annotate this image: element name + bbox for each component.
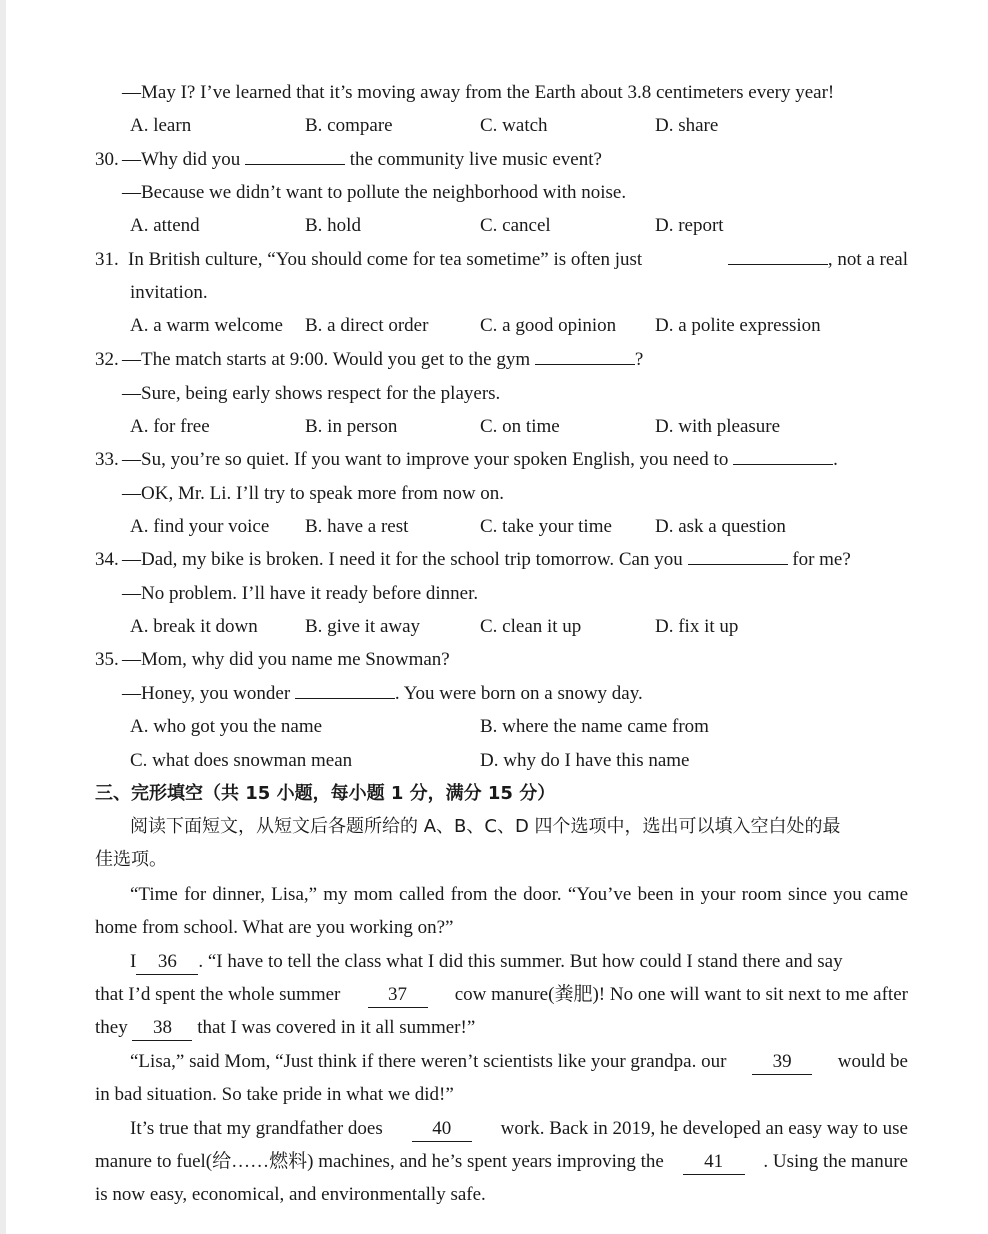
- passage-p4-line-2: manure to fuel(给……燃料) machines, and he’s spent years improving the 41 . Using the manure: [0, 1145, 988, 1178]
- q34-option-a[interactable]: A. break it down: [130, 616, 258, 637]
- q31-option-c[interactable]: C. a good opinion: [480, 315, 617, 336]
- q34-option-b[interactable]: B. give it away: [305, 616, 421, 637]
- q34-answer-blank: [688, 544, 788, 565]
- cloze-blank-38: 38: [132, 1016, 192, 1041]
- q35-stem: 35. —Mom, why did you name me Snowman?: [0, 643, 988, 676]
- q34-response: —No problem. I’ll have it ready before dinner.: [122, 583, 479, 604]
- q34-option-d[interactable]: D. fix it up: [655, 616, 739, 637]
- q33-option-d[interactable]: D. ask a question: [655, 516, 786, 537]
- q29-dialogue-line: —May I? I’ve learned that it’s moving away from the Earth about 3.8 centimeters every year!: [122, 82, 835, 103]
- q31-option-b[interactable]: B. a direct order: [305, 315, 429, 336]
- q35-option-b[interactable]: B. where the name came from: [480, 716, 709, 737]
- q29-option-c[interactable]: C. watch: [480, 115, 548, 136]
- q35-option-a[interactable]: A. who got you the name: [130, 716, 323, 737]
- passage-p2-line-2: that I’d spent the whole summer 37 cow manure(粪肥)! No one will want to sit next to me after: [0, 978, 988, 1011]
- q35-option-c[interactable]: C. what does snowman mean: [130, 750, 353, 771]
- section-3-instruction-line-1: 阅读下面短文，从短文后各题所给的 A、B、C、D 四个选项中，选出可以填入空白处的最: [130, 816, 841, 837]
- q30-answer-blank: [245, 144, 345, 165]
- q34-options: [0, 610, 988, 643]
- q30-option-d[interactable]: D. report: [655, 215, 724, 236]
- q35-options-row-2: [0, 744, 988, 777]
- q31-answer-blank: [728, 244, 828, 265]
- q35-answer-blank: [295, 678, 395, 699]
- passage-p2-line-1: I 36 . “I have to tell the class what I did this summer. But how could I stand there and say: [0, 945, 988, 978]
- q32-option-b[interactable]: B. in person: [305, 416, 398, 437]
- q31-options: [0, 309, 988, 342]
- q29-option-b[interactable]: B. compare: [305, 115, 393, 136]
- q29-options: [0, 109, 988, 142]
- section-3-instruction-line-2: 佳选项。: [95, 849, 167, 870]
- q33-option-b[interactable]: B. have a rest: [305, 516, 409, 537]
- q33-option-a[interactable]: A. find your voice: [130, 516, 270, 537]
- q29-option-a[interactable]: A. learn: [130, 115, 192, 136]
- cloze-blank-37: 37: [368, 983, 428, 1008]
- q33-answer-blank: [733, 444, 833, 465]
- q30-option-b[interactable]: B. hold: [305, 215, 361, 236]
- cloze-blank-39: 39: [752, 1050, 812, 1075]
- q34-stem: 34. —Dad, my bike is broken. I need it for the school trip tomorrow. Can you for me?: [0, 543, 988, 576]
- q33-options: [0, 510, 988, 543]
- q32-answer-blank: [535, 344, 635, 365]
- q33-response: —OK, Mr. Li. I’ll try to speak more from now on.: [122, 483, 505, 504]
- q30-response: —Because we didn’t want to pollute the neighborhood with noise.: [122, 182, 627, 203]
- q32-response: —Sure, being early shows respect for the players.: [122, 383, 501, 404]
- cloze-blank-36: 36: [136, 950, 198, 975]
- passage-p2-line-3: they 38 that I was covered in it all summer!”: [0, 1011, 988, 1044]
- q31-option-d[interactable]: D. a polite expression: [655, 315, 821, 336]
- q31-stem-continued: invitation.: [130, 282, 208, 303]
- section-3-heading: 三、完形填空（共 15 小题，每小题 1 分，满分 15 分）: [95, 783, 556, 804]
- passage-p4-line-1: It’s true that my grandfather does 40 work. Back in 2019, he developed an easy way to use: [0, 1112, 988, 1145]
- q31-option-a[interactable]: A. a warm welcome: [130, 315, 283, 336]
- q35-option-d[interactable]: D. why do I have this name: [480, 750, 690, 771]
- passage-p1-line-1: “Time for dinner, Lisa,” my mom called from the door. “You’ve been in your room since you came: [130, 884, 908, 905]
- question-number: 33.: [95, 449, 119, 470]
- passage-p1-line-2: home from school. What are you working on?”: [95, 917, 454, 938]
- q32-option-c[interactable]: C. on time: [480, 416, 560, 437]
- passage-p3-line-1: “Lisa,” said Mom, “Just think if there weren’t scientists like your grandpa. our 39 would be: [0, 1045, 988, 1078]
- q32-stem: 32. —The match starts at 9:00. Would you get to the gym ?: [0, 343, 988, 376]
- q32-option-a[interactable]: A. for free: [130, 416, 210, 437]
- question-number: 34.: [95, 549, 119, 570]
- q34-option-c[interactable]: C. clean it up: [480, 616, 582, 637]
- q31-stem: 31. In British culture, “You should come for tea sometime” is often just , not a real: [0, 243, 988, 276]
- cloze-blank-40: 40: [412, 1117, 472, 1142]
- cloze-blank-41: 41: [683, 1150, 745, 1175]
- q30-stem: 30. —Why did you the community live music event?: [0, 143, 988, 176]
- q35-response: —Honey, you wonder . You were born on a snowy day.: [0, 677, 988, 710]
- q32-options: [0, 410, 988, 443]
- q32-option-d[interactable]: D. with pleasure: [655, 416, 781, 437]
- q30-options: [0, 209, 988, 242]
- passage-p3-line-2: in bad situation. So take pride in what we did!”: [95, 1084, 454, 1105]
- q33-option-c[interactable]: C. take your time: [480, 516, 612, 537]
- question-number: 31.: [95, 249, 119, 270]
- q29-option-d[interactable]: D. share: [655, 115, 719, 136]
- q30-option-c[interactable]: C. cancel: [480, 215, 551, 236]
- q30-option-a[interactable]: A. attend: [130, 215, 200, 236]
- question-number: 30.: [95, 149, 119, 170]
- passage-p4-line-3: is now easy, economical, and environmentally safe.: [95, 1184, 486, 1205]
- q35-options-row-1: [0, 710, 988, 743]
- q33-stem: 33. —Su, you’re so quiet. If you want to improve your spoken English, you need to .: [0, 443, 988, 476]
- question-number: 32.: [95, 349, 119, 370]
- question-number: 35.: [95, 649, 119, 670]
